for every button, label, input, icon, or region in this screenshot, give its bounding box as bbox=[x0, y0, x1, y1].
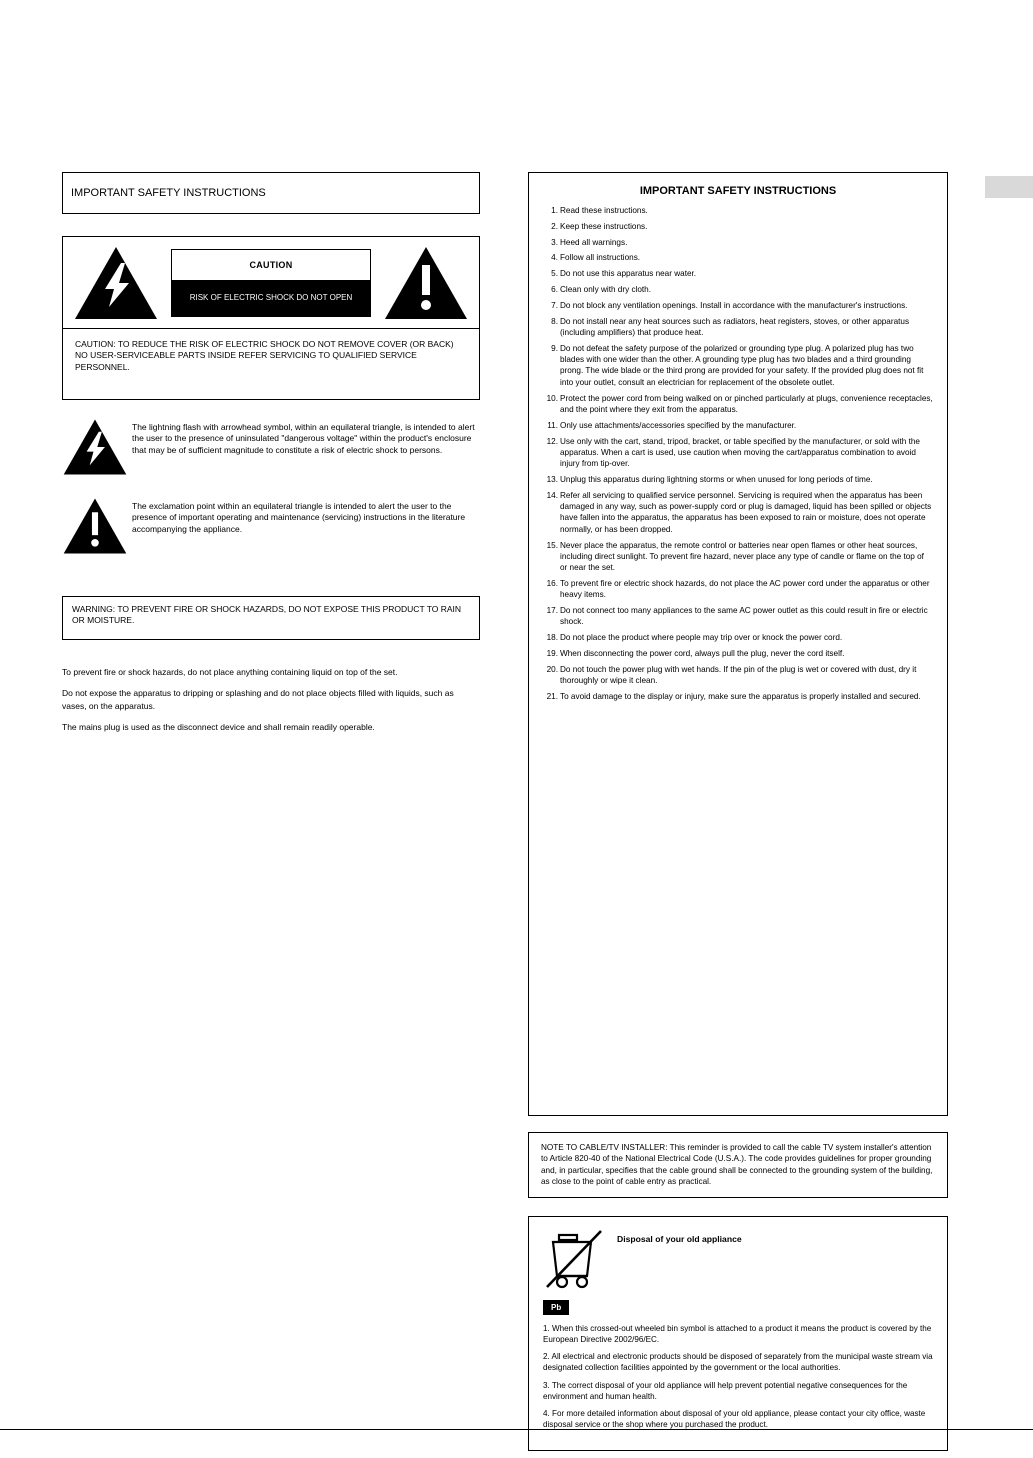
list-item-text: Protect the power cord from being walked on or pinched particularly at plugs, convenience receptacles, and the point where they exit from the apparatus. bbox=[560, 393, 933, 414]
list-item-number: 20. bbox=[546, 664, 558, 674]
list-item bbox=[543, 237, 933, 248]
list-item-number: 21. bbox=[546, 691, 558, 701]
list-item bbox=[543, 474, 933, 485]
weee-paragraph-1: 1. When this crossed-out wheeled bin symbol is attached to a product it means the product is covered by the European Directive 2002/96/EC. bbox=[543, 1323, 932, 1345]
list-item bbox=[543, 632, 933, 643]
list-item bbox=[543, 648, 933, 659]
weee-body bbox=[543, 1323, 933, 1430]
list-item-text: Do not touch the power plug with wet hands. If the pin of the plug is wet or covered with dust, dry it thoroughly or wipe it clean. bbox=[560, 664, 917, 686]
list-item-text: Do not install near any heat sources such as radiators, heat registers, stoves, or other apparatus (including amplifiers) that produce heat. bbox=[560, 316, 910, 337]
list-item-text: Do not use this apparatus near water. bbox=[560, 269, 697, 279]
legend-row-lightning bbox=[62, 418, 480, 481]
list-item-number: 17. bbox=[546, 606, 558, 616]
left-body-paragraph-1: To prevent fire or shock hazards, do not place anything containing liquid on top of the set. bbox=[62, 667, 398, 677]
list-item-number: 9. bbox=[551, 343, 558, 353]
list-item bbox=[543, 268, 933, 279]
weee-title: Disposal of your old appliance bbox=[617, 1233, 742, 1244]
page-edge-tab bbox=[985, 176, 1033, 198]
caution-word: CAUTION bbox=[172, 250, 370, 280]
list-item bbox=[543, 436, 933, 470]
list-item-number: 11. bbox=[547, 420, 558, 430]
safety-instructions-title: IMPORTANT SAFETY INSTRUCTIONS bbox=[639, 185, 837, 197]
list-item-number: 2. bbox=[551, 221, 558, 231]
legend-text-lightning: The lightning flash with arrowhead symbol, within an equilateral triangle, is intended to alert the user to the presence of uninsulated "dangerous voltage" within the product's enclosure that may be of sufficient magnitude to constitute a risk of electric shock to persons. bbox=[132, 422, 475, 455]
list-item-number: 16. bbox=[546, 578, 558, 588]
weee-paragraph-3: 3. The correct disposal of your old appliance will help prevent potential negative consequences for the environment and human health. bbox=[543, 1380, 908, 1401]
weee-header bbox=[543, 1229, 933, 1296]
crossed-out-wheeled-bin-icon bbox=[543, 1229, 617, 1296]
list-item-number: 6. bbox=[551, 285, 558, 295]
list-item-text: Read these instructions. bbox=[560, 206, 648, 215]
symbol-legend bbox=[62, 418, 480, 560]
list-item-number: 12. bbox=[546, 436, 558, 446]
weee-title-wrap bbox=[617, 1229, 742, 1247]
legend-text-exclamation: The exclamation point within an equilateral triangle is intended to alert the user to the presence of important operating and maintenance (servicing) instructions in the literature accompanying the appliance. bbox=[132, 501, 466, 534]
list-item-text: Keep these instructions. bbox=[560, 221, 648, 231]
caution-panel-bottom-text: CAUTION: TO REDUCE THE RISK OF ELECTRIC SHOCK DO NOT REMOVE COVER (OR BACK) NO USER-SERVICEABLE PARTS INSIDE REFER SERVICING TO QUALIFIED SERVICE PERSONNEL. bbox=[75, 339, 454, 372]
caution-panel bbox=[62, 236, 480, 400]
list-item-text: Use only with the cart, stand, tripod, bracket, or table specified by the manufacturer, or sold with the apparatus. When a cart is used, use caution when moving the cart/apparatus combination to avoid injury from tip-over. bbox=[560, 436, 920, 469]
safety-instructions-box bbox=[528, 172, 948, 1116]
list-item bbox=[543, 316, 933, 339]
list-item-number: 15. bbox=[546, 540, 558, 550]
list-item-number: 7. bbox=[551, 300, 558, 310]
page-bottom-rule bbox=[0, 1429, 1033, 1430]
exclamation-triangle-icon bbox=[383, 245, 469, 321]
list-item-number: 18. bbox=[546, 633, 558, 643]
caution-subtext: RISK OF ELECTRIC SHOCK DO NOT OPEN bbox=[172, 280, 370, 316]
list-item-text: Do not connect too many appliances to the same AC power outlet as this could result in fire or electric shock. bbox=[560, 606, 928, 627]
list-item-number: 3. bbox=[551, 237, 558, 247]
caution-center-label bbox=[171, 249, 371, 317]
list-item-text: Only use attachments/accessories specified by the manufacturer. bbox=[560, 420, 797, 430]
list-item-text: Clean only with dry cloth. bbox=[560, 285, 652, 295]
cable-installer-note-box: NOTE TO CABLE/TV INSTALLER: This reminder is provided to call the cable TV system installer's attention to Article 820-40 of the National Electrical Code (U.S.A.). The code provides guidelines for proper grounding and, in particular, specifies that the cable ground shall be connected to the grounding system of the building, as close to the point of cable entry as practical. bbox=[528, 1132, 948, 1198]
list-item bbox=[543, 300, 933, 311]
list-item-text: To avoid damage to the display or injury, make sure the apparatus is properly installed and secured. bbox=[560, 691, 921, 701]
list-item-text: Refer all servicing to qualified service personnel. Servicing is required when the apparatus has been damaged in any way, such as power-supply cord or plug is damaged, liquid has been spilled or objects have fallen into the apparatus, the apparatus has been exposed to rain or moisture, does not operate normally, or has been dropped. bbox=[560, 490, 932, 534]
lightning-bolt-triangle-icon bbox=[73, 245, 159, 321]
right-column bbox=[528, 172, 948, 1451]
weee-paragraph-4: 4. For more detailed information about disposal of your old appliance, please contact your city office, waste disposal service or the shop where you purchased the product. bbox=[543, 1408, 926, 1430]
left-title-text: IMPORTANT SAFETY INSTRUCTIONS bbox=[71, 187, 266, 199]
left-title-box bbox=[62, 172, 480, 214]
list-item-text: Heed all warnings. bbox=[560, 237, 628, 247]
caution-panel-top bbox=[63, 237, 479, 329]
weee-pb-label: Pb bbox=[543, 1300, 569, 1315]
list-item-number: 13. bbox=[546, 474, 558, 484]
list-item-text: Do not defeat the safety purpose of the polarized or grounding type plug. A polarized plug has two blades with one wider than the other. A grounding type plug has two blades and a third grounding prong. The wide blade or the third prong are provided for your safety. If the provided plug does not fit into your outlet, consult an electrician for replacement of the obsolete outlet. bbox=[560, 343, 924, 387]
list-item-text: Do not block any ventilation openings. Install in accordance with the manufacturer's instructions. bbox=[560, 300, 908, 310]
left-column bbox=[62, 172, 480, 742]
list-item-text: Unplug this apparatus during lightning storms or when unused for long periods of time. bbox=[560, 474, 873, 484]
left-body-paragraph-2: Do not expose the apparatus to dripping or splashing and do not place objects filled with liquids, such as vases, on the apparatus. bbox=[62, 688, 454, 711]
list-item-text: When disconnecting the power cord, always pull the plug, never the cord itself. bbox=[560, 649, 845, 658]
list-item-number: 1. bbox=[551, 206, 558, 215]
list-item bbox=[543, 605, 933, 628]
list-item-text: To prevent fire or electric shock hazards, do not place the AC power cord under the apparatus or other heavy items. bbox=[560, 578, 930, 600]
list-item-text: Never place the apparatus, the remote control or batteries near open flames or other heat sources, including direct sunlight. To prevent fire hazard, never place any type of candle or flame on the top of or near the set. bbox=[560, 540, 924, 573]
list-item-number: 8. bbox=[551, 316, 558, 326]
list-item-number: 5. bbox=[551, 269, 558, 279]
warning-note-box: WARNING: TO PREVENT FIRE OR SHOCK HAZARDS, DO NOT EXPOSE THIS PRODUCT TO RAIN OR MOISTURE. bbox=[62, 596, 480, 640]
weee-disposal-box bbox=[528, 1216, 948, 1451]
list-item-text: Do not place the product where people may trip over or knock the power cord. bbox=[560, 633, 843, 643]
list-item-number: 19. bbox=[546, 649, 558, 658]
list-item-number: 4. bbox=[551, 253, 558, 263]
lightning-bolt-triangle-icon bbox=[62, 418, 132, 481]
list-item-number: 10. bbox=[546, 393, 558, 403]
list-item bbox=[543, 490, 933, 535]
exclamation-triangle-icon bbox=[62, 497, 132, 560]
weee-paragraph-2: 2. All electrical and electronic products should be disposed of separately from the municipal waste stream via designated collection facilities appointed by the government or the local authorities. bbox=[543, 1352, 933, 1373]
list-item bbox=[543, 252, 933, 263]
legend-row-exclamation bbox=[62, 497, 480, 560]
list-item bbox=[543, 664, 933, 687]
list-item bbox=[543, 540, 933, 574]
list-item bbox=[543, 578, 933, 601]
list-item bbox=[543, 691, 933, 702]
list-item bbox=[543, 221, 933, 232]
list-item bbox=[543, 420, 933, 431]
list-item-number: 14. bbox=[546, 490, 558, 500]
list-item bbox=[543, 393, 933, 416]
safety-instructions-list bbox=[543, 205, 933, 702]
list-item bbox=[543, 205, 933, 216]
list-item bbox=[543, 343, 933, 388]
list-item-text: Follow all instructions. bbox=[560, 253, 641, 263]
left-body-text bbox=[62, 666, 480, 733]
list-item bbox=[543, 284, 933, 295]
left-body-paragraph-3: The mains plug is used as the disconnect device and shall remain readily operable. bbox=[62, 721, 375, 732]
